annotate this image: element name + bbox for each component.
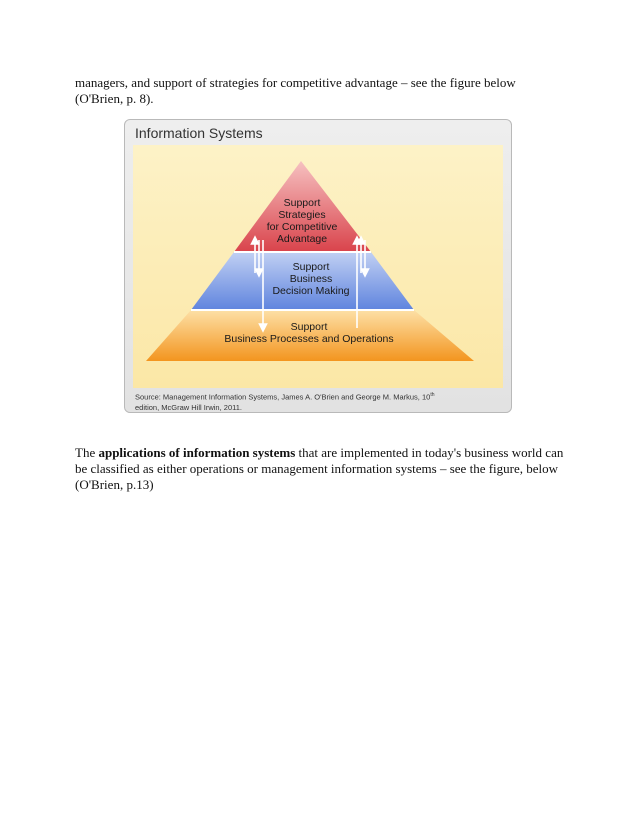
paragraph-intro: managers, and support of strategies for competitive advantage – see the figure below (O'Brien, p. 8). bbox=[75, 75, 516, 106]
figure-title: Information Systems bbox=[135, 125, 263, 141]
paragraph-applications: The applications of information systems that are implemented in today's business world can be classified as either operations or management information systems – see the figure, below (O'Brien, p.13) bbox=[75, 445, 564, 492]
figure-source-note: Source: Management Information Systems, James A. O'Brien and George M. Markus, 10th edition, McGraw Hill Irwin, 2011. bbox=[135, 392, 435, 412]
pyramid-panel bbox=[133, 145, 503, 388]
label-middle-level: Support Business Decision Making bbox=[272, 261, 350, 297]
label-bottom-level: Support Business Processes and Operations bbox=[224, 321, 394, 345]
bold-term: applications of information systems bbox=[98, 445, 296, 460]
information-systems-figure bbox=[124, 119, 512, 413]
label-top-level: Support Strategies for Competitive Advantage bbox=[266, 197, 338, 245]
